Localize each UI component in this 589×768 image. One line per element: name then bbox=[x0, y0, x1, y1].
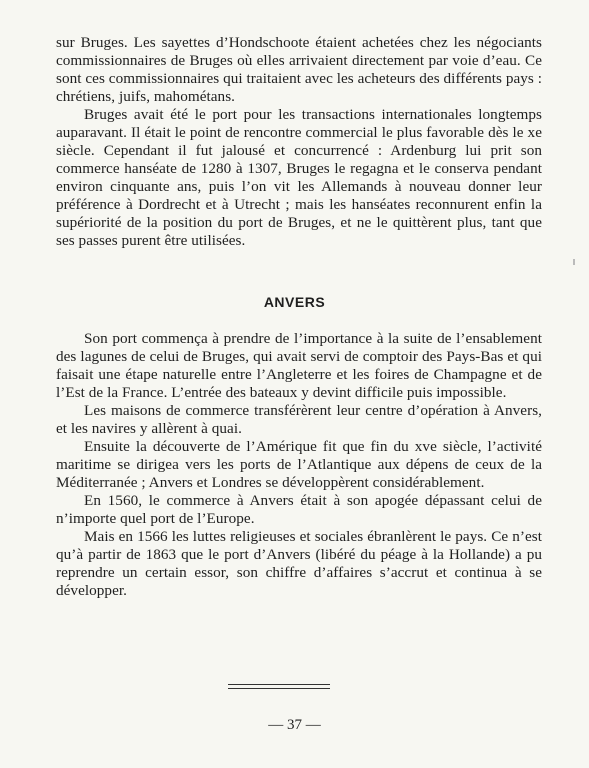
page-number: — 37 — bbox=[268, 717, 321, 733]
paragraph: Mais en 1566 les luttes religieuses et sociales ébranlèrent le pays. Ce n’est qu’à partir de 1863 que le port d’Anvers (libéré du péage à la Hollande) a pu reprendre un certain essor, son chiffre d’affaires s’accrut et continua à se développer. bbox=[56, 528, 542, 599]
paragraph: Les maisons de commerce transférèrent leur centre d’opération à Anvers, et les navires y allèrent à quai. bbox=[56, 402, 542, 437]
divider-rule bbox=[228, 688, 330, 689]
paragraph: Bruges avait été le port pour les transactions internationales longtemps auparavant. Il était le point de rencontre commercial le plus favorable dès le xe siècle. Cependant il fut jalousé et concurrencé : Ardenburg lui prit son commerce hanséate de 1280 à 1307, Bruges le regagna et le conserva pendant environ cinquante ans, puis l’on vit les Allemands à nouveau donner leur préférence à Dordrecht et à Utrecht ; mais les hanséates reconnurent enfin la supériorité de la position du port de Bruges, et ne le quittèrent plus, tant que ses passes purent être utilisées. bbox=[56, 106, 542, 249]
divider-rule bbox=[228, 684, 330, 685]
paragraph: Son port commença à prendre de l’importance à la suite de l’ensablement des lagunes de celui de Bruges, qui avait servi de comptoir des Pays-Bas et qui faisait une étape naturelle entre l’Angleterre et les foires de Champagne et de l’Est de la France. L’entrée des bateaux y devint difficile puis impossible. bbox=[56, 330, 542, 401]
paragraph: sur Bruges. Les sayettes d’Hondschoote étaient achetées chez les négociants commissionnaires de Bruges où elles arrivaient directement par voie d’eau. Ce sont ces commissionnaires qui traitaient avec les acheteurs des différents pays : chrétiens, juifs, mahométans. bbox=[56, 34, 542, 105]
scan-mark bbox=[573, 259, 575, 265]
section-heading: ANVERS bbox=[263, 294, 326, 310]
body-text-top bbox=[56, 34, 542, 250]
paragraph: Ensuite la découverte de l’Amérique fit que fin du xve siècle, l’activité maritime se dirigea vers les ports de l’Atlantique aux dépens de ceux de la Méditerranée ; Anvers et Londres se développèrent considérablement. bbox=[56, 438, 542, 491]
paragraph: En 1560, le commerce à Anvers était à son apogée dépassant celui de n’importe quel port de l’Europe. bbox=[56, 492, 542, 527]
body-text-bottom bbox=[56, 330, 542, 600]
